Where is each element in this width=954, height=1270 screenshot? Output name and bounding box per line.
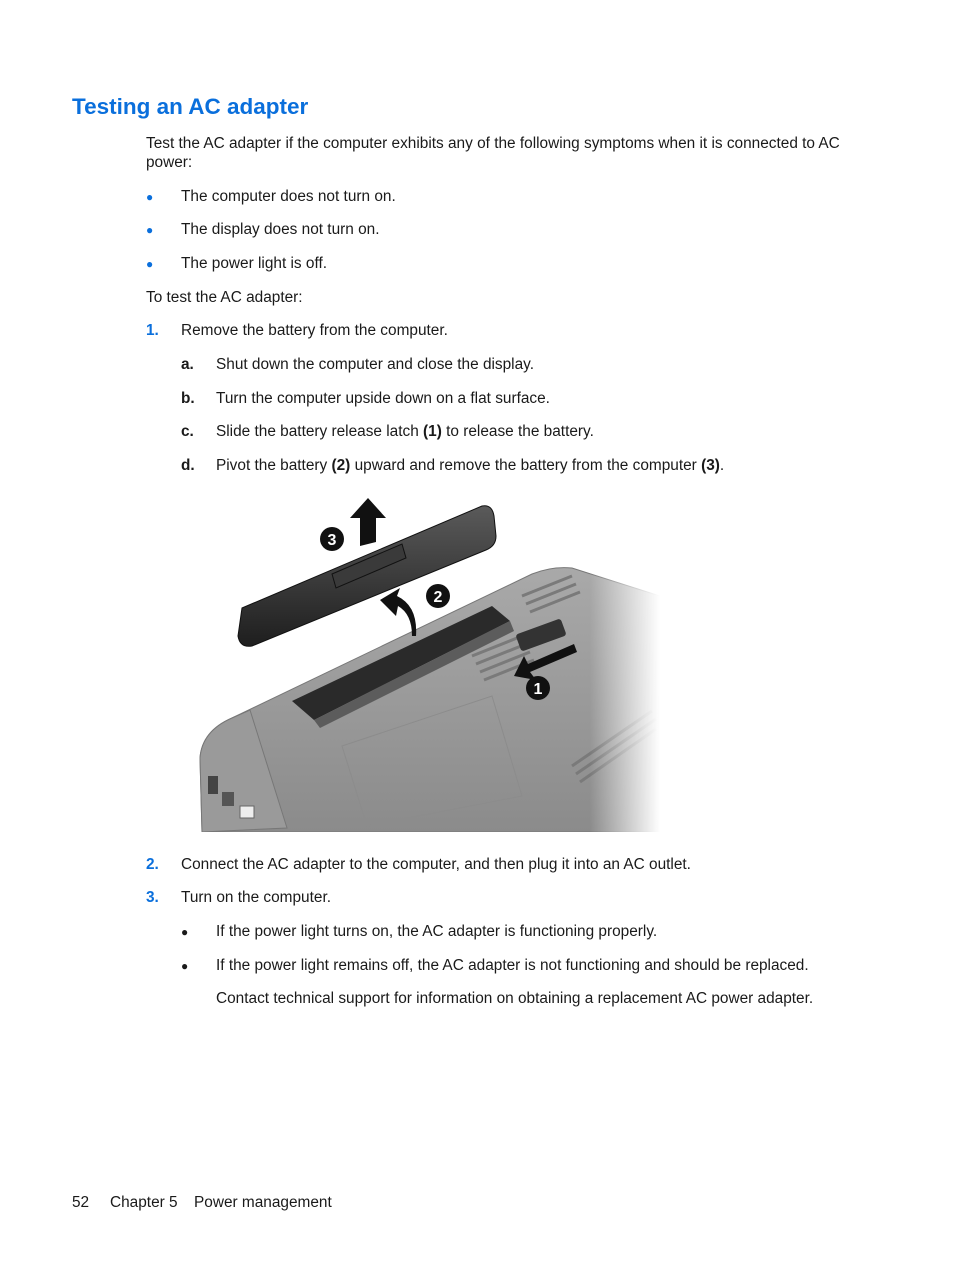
step-text: Turn on the computer. — [181, 889, 331, 906]
support-note: Contact technical support for information on obtaining a replacement AC power adapter. — [216, 990, 814, 1007]
step-text: Remove the battery from the computer. — [181, 322, 448, 339]
callout-ref: (1) — [423, 423, 442, 440]
step-number: 3. — [146, 889, 159, 906]
symptom-item: The computer does not turn on. — [181, 188, 396, 205]
substep-text — [216, 456, 724, 475]
intro-text-line-1: Test the AC adapter if the computer exhibits any of the following symptoms when it is connected to AC — [146, 135, 840, 152]
substep-text-part: upward and remove the battery from the computer — [350, 457, 702, 474]
footer-chapter: Chapter 5 — [110, 1194, 178, 1211]
bullet-icon: ● — [146, 223, 154, 237]
symptom-item: The display does not turn on. — [181, 221, 380, 238]
substep-text: Shut down the computer and close the display. — [216, 356, 534, 373]
step-text: Connect the AC adapter to the computer, and then plug it into an AC outlet. — [181, 856, 691, 873]
page-number: 52 — [72, 1194, 90, 1211]
substep-text-part: . — [719, 457, 725, 474]
substep-text — [216, 422, 594, 441]
symptom-item: The power light is off. — [181, 255, 328, 272]
bullet-icon: ● — [146, 190, 154, 204]
substep-label: b. — [181, 390, 195, 407]
footer-section: Power management — [194, 1194, 332, 1211]
callout-ref: (2) — [331, 457, 351, 474]
substep-label: d. — [181, 457, 195, 474]
substep-label: c. — [181, 423, 194, 440]
to-test-text: To test the AC adapter: — [146, 289, 303, 306]
callout-ref: (3) — [701, 457, 720, 474]
battery-removal-figure — [192, 496, 660, 832]
page-title: Testing an AC adapter — [72, 94, 309, 119]
substep-text-part: Slide the battery release latch — [216, 423, 424, 440]
result-item: If the power light turns on, the AC adapter is functioning properly. — [216, 923, 658, 940]
substep-text-part: to release the battery. — [441, 423, 594, 440]
substep-text: Turn the computer upside down on a flat surface. — [216, 390, 550, 407]
step-number: 1. — [146, 322, 159, 339]
step-number: 2. — [146, 856, 159, 873]
bullet-icon: ● — [181, 959, 189, 973]
bullet-icon: ● — [181, 925, 189, 939]
bullet-icon: ● — [146, 257, 154, 271]
substep-text-part: Pivot the battery — [216, 457, 332, 474]
result-item: If the power light remains off, the AC adapter is not functioning and should be replaced. — [216, 957, 809, 974]
substep-label: a. — [181, 356, 194, 373]
intro-text-line-2: power: — [146, 154, 193, 171]
